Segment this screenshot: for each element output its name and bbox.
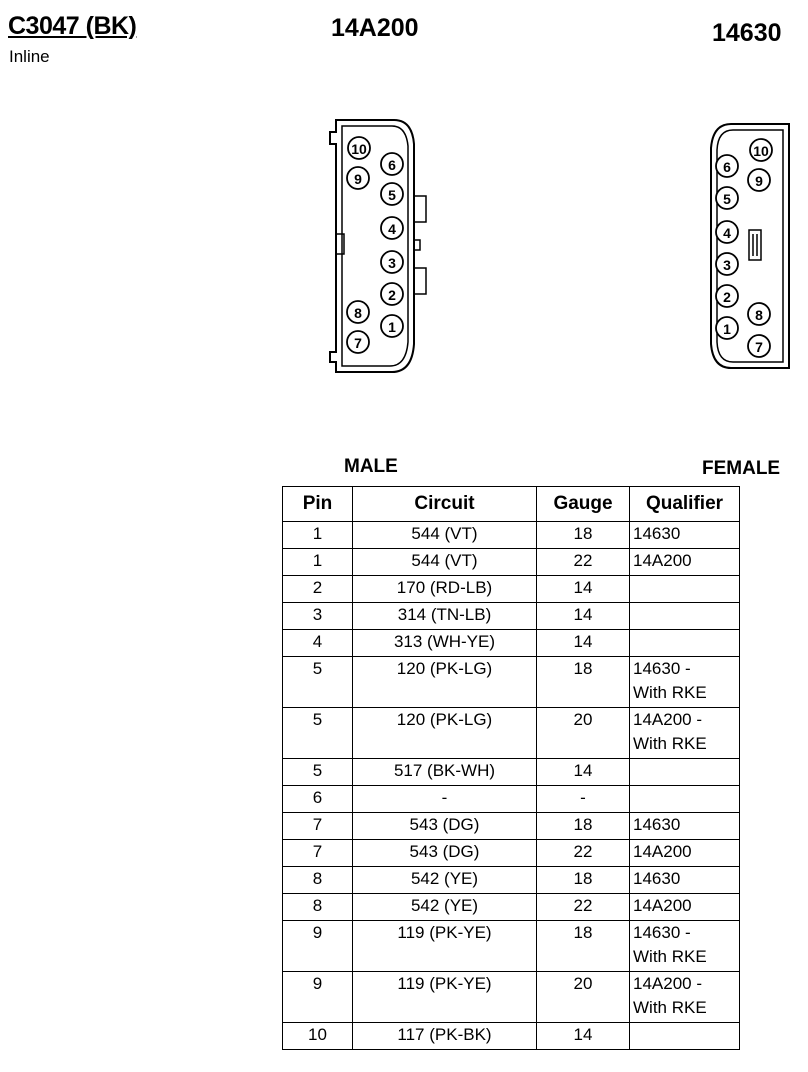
cell-pin: 2 [283,576,353,603]
female-pin-1-label: 1 [723,321,731,337]
cell-gauge: 14 [537,759,630,786]
female-pin-9-label: 9 [755,173,763,189]
table-row [283,1023,740,1050]
right-part-number: 14630 [712,19,782,47]
table-row [283,813,740,840]
male-connector-diagram [324,116,418,376]
cell-pin: 9 [283,921,353,972]
header-qualifier: Qualifier [630,487,740,522]
cell-qualifier: 14630 [630,522,740,549]
cell-gauge: 18 [537,867,630,894]
cell-gauge: 18 [537,921,630,972]
cell-pin: 7 [283,840,353,867]
female-view-label: FEMALE [702,458,781,479]
table-row [283,867,740,894]
cell-circuit: 120 (PK-LG) [353,657,537,708]
cell-qualifier: 14A200 - With RKE [630,708,740,759]
cell-pin: 8 [283,867,353,894]
cell-circuit: 170 (RD-LB) [353,576,537,603]
cell-pin: 6 [283,786,353,813]
cell-pin: 7 [283,813,353,840]
cell-qualifier: 14A200 - With RKE [630,972,740,1023]
cell-qualifier: 14630 - With RKE [630,921,740,972]
cell-qualifier [630,630,740,657]
table-row [283,840,740,867]
cell-gauge: 20 [537,708,630,759]
cell-qualifier: 14A200 [630,894,740,921]
cell-qualifier [630,759,740,786]
table-row [283,549,740,576]
male-pin-4-label: 4 [388,221,396,237]
cell-circuit: 119 (PK-YE) [353,921,537,972]
cell-gauge: 22 [537,894,630,921]
table-row [283,786,740,813]
cell-circuit: 542 (YE) [353,894,537,921]
cell-gauge: 14 [537,603,630,630]
pinout-table [282,486,740,1050]
cell-pin: 4 [283,630,353,657]
male-view-label: MALE [344,456,398,477]
cell-circuit: - [353,786,537,813]
connector-type: Inline [9,47,50,66]
cell-circuit: 543 (DG) [353,813,537,840]
female-connector-diagram [703,118,797,378]
cell-qualifier [630,786,740,813]
cell-circuit: 542 (YE) [353,867,537,894]
male-pin-2-label: 2 [388,287,396,303]
table-row [283,759,740,786]
connector-id: C3047 (BK) [8,12,137,40]
table-row [283,603,740,630]
table-row [283,576,740,603]
cell-pin: 10 [283,1023,353,1050]
female-pin-8-label: 8 [755,307,763,323]
cell-gauge: 14 [537,1023,630,1050]
male-pin-1-label: 1 [388,319,396,335]
cell-circuit: 120 (PK-LG) [353,708,537,759]
cell-circuit: 119 (PK-YE) [353,972,537,1023]
male-pin-10-label: 10 [351,141,367,157]
header-pin: Pin [283,487,353,522]
cell-qualifier: 14A200 [630,549,740,576]
table-row [283,921,740,972]
cell-qualifier [630,1023,740,1050]
female-pin-4-label: 4 [723,225,731,241]
cell-circuit: 117 (PK-BK) [353,1023,537,1050]
cell-pin: 8 [283,894,353,921]
cell-gauge: 14 [537,576,630,603]
cell-qualifier: 14A200 [630,840,740,867]
cell-pin: 5 [283,708,353,759]
table-row [283,894,740,921]
cell-gauge: - [537,786,630,813]
cell-pin: 5 [283,657,353,708]
cell-qualifier: 14630 [630,867,740,894]
female-pin-2-label: 2 [723,289,731,305]
female-pin-10-label: 10 [753,143,769,159]
male-pin-8-label: 8 [354,305,362,321]
cell-pin: 1 [283,549,353,576]
cell-circuit: 517 (BK-WH) [353,759,537,786]
cell-pin: 9 [283,972,353,1023]
male-pin-3-label: 3 [388,255,396,271]
cell-gauge: 18 [537,522,630,549]
female-pin-7-label: 7 [755,339,763,355]
cell-circuit: 314 (TN-LB) [353,603,537,630]
cell-gauge: 20 [537,972,630,1023]
left-part-number: 14A200 [331,14,419,42]
table-row [283,522,740,549]
table-row [283,630,740,657]
cell-circuit: 313 (WH-YE) [353,630,537,657]
cell-pin: 1 [283,522,353,549]
cell-gauge: 18 [537,657,630,708]
cell-qualifier: 14630 - With RKE [630,657,740,708]
cell-pin: 5 [283,759,353,786]
cell-circuit: 543 (DG) [353,840,537,867]
cell-pin: 3 [283,603,353,630]
table-row [283,657,740,708]
cell-gauge: 22 [537,840,630,867]
cell-circuit: 544 (VT) [353,549,537,576]
table-row [283,972,740,1023]
male-pin-5-label: 5 [388,187,396,203]
header-circuit: Circuit [353,487,537,522]
cell-qualifier [630,603,740,630]
cell-gauge: 18 [537,813,630,840]
female-pin-5-label: 5 [723,191,731,207]
male-pin-7-label: 7 [354,335,362,351]
cell-gauge: 14 [537,630,630,657]
table-row [283,708,740,759]
cell-qualifier [630,576,740,603]
female-pin-6-label: 6 [723,159,731,175]
header-gauge: Gauge [537,487,630,522]
male-pin-9-label: 9 [354,171,362,187]
male-pin-6-label: 6 [388,157,396,173]
cell-gauge: 22 [537,549,630,576]
cell-circuit: 544 (VT) [353,522,537,549]
female-pin-3-label: 3 [723,257,731,273]
cell-qualifier: 14630 [630,813,740,840]
table-header-row [283,487,740,522]
